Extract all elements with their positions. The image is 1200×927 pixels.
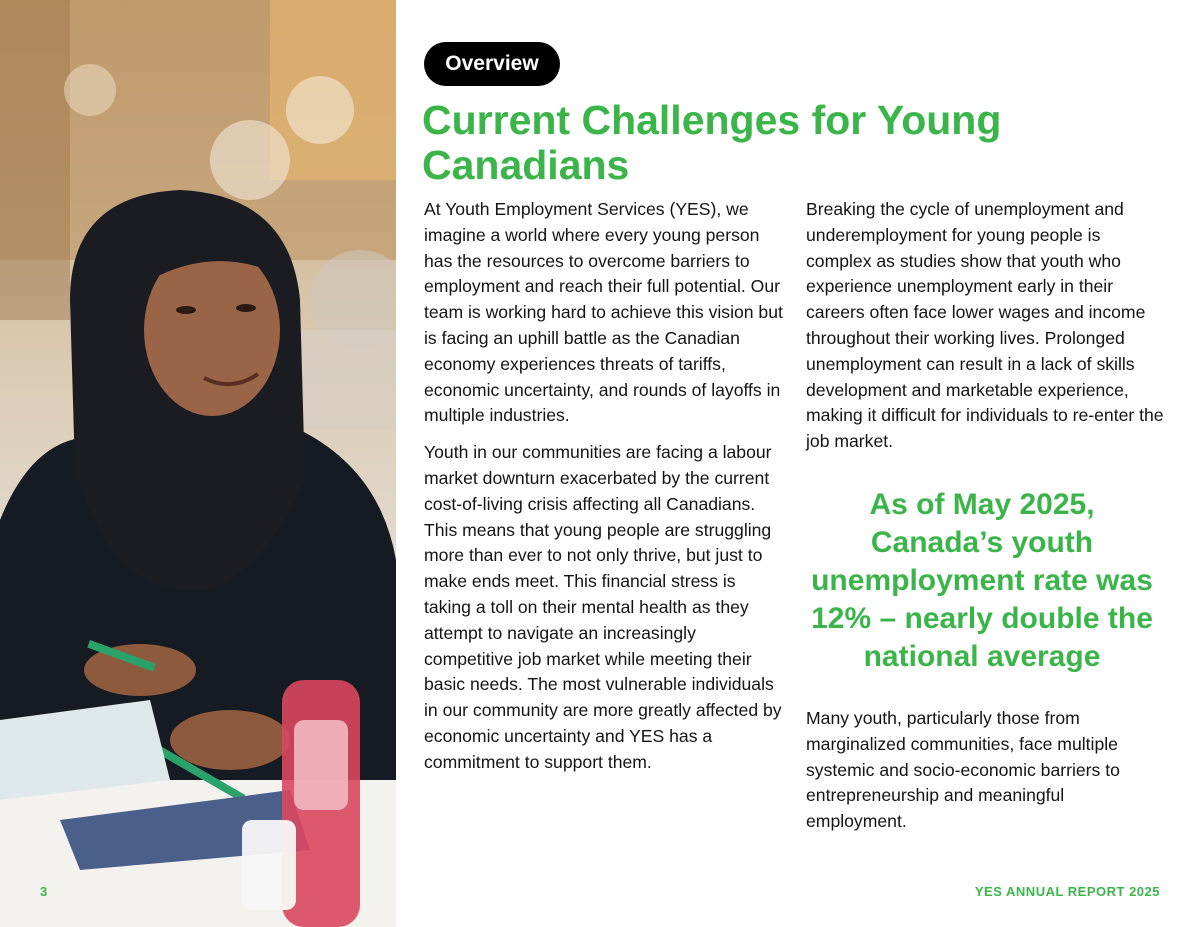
right-column-top bbox=[806, 197, 1166, 466]
report-footer: YES ANNUAL REPORT 2025 bbox=[974, 884, 1160, 899]
hero-photo bbox=[0, 0, 396, 927]
section-badge: Overview bbox=[424, 42, 560, 86]
photo-illustration bbox=[0, 0, 396, 927]
left-paragraph-1: At Youth Employment Services (YES), we imagine a world where every young person has the resources to overcome barriers to employment and reach their full potential. Our team is working hard to achieve this vision but is facing an uphill battle as the Canadian economy experiences threats of tariffs, economic uncertainty, and rounds of layoffs in multiple industries. bbox=[424, 199, 783, 426]
right-paragraph-1: Breaking the cycle of unemployment and underemployment for young people is complex as studies show that youth who experience unemployment early in their careers often face lower wages and income throughout their working lives. Prolonged unemployment can result in a lack of skills development and marketable experience, making it difficult for individuals to re-enter the job market. bbox=[806, 199, 1164, 452]
page-number: 3 bbox=[40, 884, 48, 899]
left-paragraph-2: Youth in our communities are facing a labour market downturn exacerbated by the current cost-of-living crisis affecting all Canadians. This means that young people are struggling more than ever to not only thrive, but just to make ends meet. This financial stress is taking a toll on their mental health as they attempt to navigate an increasingly competitive job market while meeting their basic needs. The most vulnerable individuals in our community are more greatly affected by economic uncertainty and YES has a commitment to support them. bbox=[424, 442, 782, 772]
right-paragraph-2: Many youth, particularly those from marginalized communities, face multiple systemic and socio-economic barriers to entrepreneurship and meaningful employment. bbox=[806, 708, 1120, 832]
right-column-bottom bbox=[806, 706, 1166, 846]
page-title: Current Challenges for Young Canadians bbox=[422, 97, 1002, 188]
left-column bbox=[424, 197, 784, 787]
statistic-callout: As of May 2025, Canada’s youth unemployment rate was 12% – nearly double the national average bbox=[811, 488, 1153, 673]
